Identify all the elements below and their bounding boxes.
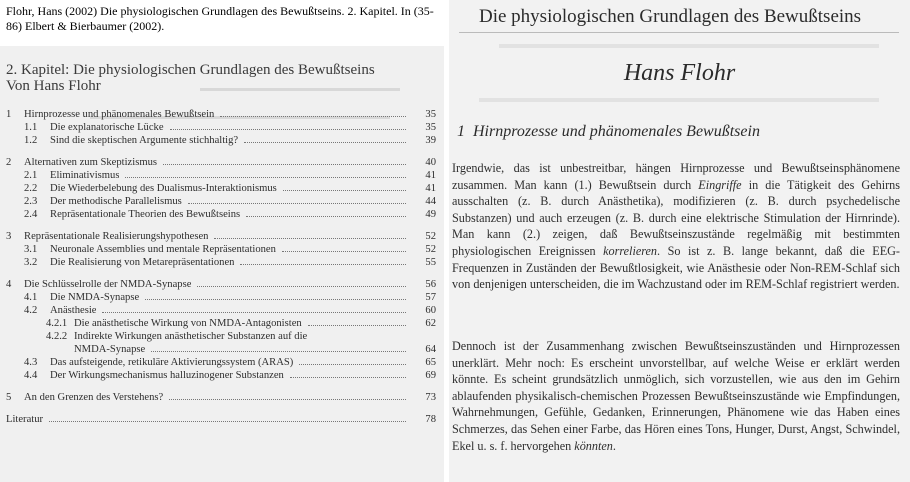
toc-page-number: 60: [425, 305, 436, 316]
toc-page-number: 52: [425, 244, 436, 255]
toc-number: 5: [6, 392, 12, 403]
toc-title: Die NMDA-Synapse: [50, 292, 140, 303]
toc-page-number: 55: [425, 257, 436, 268]
toc-entry: [6, 356, 436, 369]
toc-title: Anästhesie: [50, 305, 97, 316]
author-name: Hans Flohr: [623, 60, 736, 86]
toc-leader: [170, 129, 406, 130]
toc-page-number: 73: [425, 392, 436, 403]
toc-number: 4: [6, 279, 12, 290]
toc-title: An den Grenzen des Verstehens?: [24, 392, 164, 403]
toc-page-number: 56: [425, 279, 436, 290]
toc-number: 2.3: [24, 196, 38, 207]
toc-number: 1.1: [24, 122, 38, 133]
section-number: 1: [457, 123, 465, 140]
toc-heading-author: Von Hans Flohr: [6, 78, 101, 94]
toc-number: 3.2: [24, 257, 38, 268]
bleed-through: [479, 98, 879, 102]
toc-leader: [246, 216, 406, 217]
toc-title: Neuronale Assemblies und mentale Repräsentationen: [50, 244, 276, 255]
toc-number: 1: [6, 109, 12, 120]
toc-page-number: 41: [425, 183, 436, 194]
section-heading: [457, 123, 760, 141]
toc-number: 3: [6, 231, 12, 242]
toc-page-number: 41: [425, 170, 436, 181]
section-title: Hirnprozesse und phänomenales Bewußtsein: [473, 123, 760, 140]
toc-entry: [6, 230, 436, 243]
toc-leader: [102, 312, 406, 313]
toc-leader: [290, 377, 406, 378]
toc-page-number: 64: [425, 344, 436, 355]
toc-entry: [6, 182, 436, 195]
toc-number: 4.2: [24, 305, 38, 316]
toc-page-number: 35: [425, 109, 436, 120]
toc-leader: [163, 164, 406, 165]
toc-entry: [6, 304, 436, 317]
toc-leader: [299, 364, 406, 365]
toc-number: 2: [6, 157, 12, 168]
toc-leader: [145, 299, 406, 300]
toc-number: 4.3: [24, 357, 38, 368]
toc-entry: [6, 391, 436, 404]
toc-number: 2.4: [24, 209, 38, 220]
toc-page-number: 62: [425, 318, 436, 329]
running-title: Die physiologischen Grundlagen des Bewußtseins: [479, 6, 862, 27]
toc-title: Die explanatorische Lücke: [50, 122, 164, 133]
toc-leader: [282, 251, 406, 252]
toc-number: 2.2: [24, 183, 38, 194]
toc-title: Alternativen zum Skeptizismus: [24, 157, 157, 168]
toc-page-number: 78: [425, 414, 436, 425]
toc-number: 2.1: [24, 170, 38, 181]
toc-leader: [125, 177, 406, 178]
toc-entry: [6, 369, 436, 382]
toc-title: Repräsentationale Theorien des Bewußtseins: [50, 209, 241, 220]
header-rule: [459, 32, 899, 33]
emphasis: korrelieren: [603, 243, 658, 258]
toc-leader: [169, 399, 406, 400]
paragraph-2: Dennoch ist der Zusammenhang zwischen Bewußtseinszuständen und Hirnprozessen unerklärt. Mehr noch: Es erscheint unvorstellbar, auf welche Weise er erklärt werden könnte. Es scheint grundsätzlich unmöglich, sich vorzustellen, wie aus den im Gehirn ablaufenden physikalisch-chemischen Prozessen Bewußtseinszustände wie Empfindungen, Wahrnehmungen, Gefühle, Gedanken, Erinnerungen, Phänomene wie das Haben eines Schmerzes, das Sehen einer Farbe, das Hören eines Tons, Hunger, Durst, Angst, Schwindel, Ekel u. s. f. hervorgehen könnten.: [452, 339, 900, 453]
toc-title: Die anästhetische Wirkung von NMDA-Antagonisten: [74, 318, 302, 329]
toc-leader: [220, 116, 406, 117]
toc-page: [0, 0, 444, 482]
toc-title: Der methodische Parallelismus: [50, 196, 182, 207]
toc-title: Indirekte Wirkungen anästhetischer Substanzen auf die: [74, 331, 308, 342]
toc-leader: [308, 325, 406, 326]
toc-title: Die Schlüsselrolle der NMDA-Synapse: [24, 279, 192, 290]
toc-page-number: 40: [425, 157, 436, 168]
toc-title: Der Wirkungsmechanismus halluzinogener Substanzen: [50, 370, 284, 381]
toc-page-number: 57: [425, 292, 436, 303]
paragraph-1: Irgendwie, das ist unbestreitbar, hängen Hirnprozesse und Bewußtseinsphänomene zusammen. Man kann (1.) Bewußtsein durch Eingriffe in die Tätigkeit des Gehirns ausschalten (z. B. durch Anästhetika), modifizieren (z. B. durch psychedelische Substanzen) und auch erzeugen (z. B. durch eine elektrische Stimulation der Hirnrinde). Man kann (2.) zeigen, daß Bewußtseinszustände regelmäßig mit bestimmten physiologischen Ereignissen korrelieren. So ist z. B. lange bekannt, daß die EEG-Frequenzen in Zuständen der Bewußtlosigkeit, wie Anästhesie oder Non-REM-Schlaf sich von denjenigen unterscheiden, die im Wachzustand oder im REM-Schlaf registriert werden.: [452, 161, 901, 292]
emphasis: Eingriffe: [698, 177, 742, 192]
toc-title: Die Realisierung von Metarepräsentationen: [50, 257, 235, 268]
toc-entry: [6, 169, 436, 182]
toc-heading-title: 2. Kapitel: Die physiologischen Grundlagen des Bewußtseins: [6, 62, 375, 78]
toc-title: Sind die skeptischen Argumente stichhaltig?: [50, 135, 239, 146]
toc-title: Das aufsteigende, retikuläre Aktivierungssystem (ARAS): [50, 357, 294, 368]
bleed-through: [499, 44, 879, 48]
toc-entry: [6, 208, 436, 221]
article-page: [449, 0, 910, 482]
toc-entry: [6, 108, 436, 121]
toc-leader: [197, 286, 406, 287]
toc-number: 4.2.2: [46, 331, 68, 342]
toc-heading: [6, 62, 436, 94]
toc-title: Eliminativismus: [50, 170, 120, 181]
toc-title: NMDA-Synapse: [74, 344, 146, 355]
toc-entry: [6, 278, 436, 291]
toc-page-number: 35: [425, 122, 436, 133]
table-of-contents: [6, 108, 436, 426]
toc-title: Hirnprozesse und phänomenales Bewußtsein: [24, 109, 215, 120]
citation: Flohr, Hans (2002) Die physiologischen Grundlagen des Bewußtseins. 2. Kapitel. In (35-86) Elbert & Bierbaumer (2002).: [6, 4, 434, 33]
toc-page-number: 44: [425, 196, 436, 207]
toc-leader: [214, 238, 406, 239]
toc-page-number: 49: [425, 209, 436, 220]
toc-title: Literatur: [6, 414, 44, 425]
toc-entry: [6, 330, 436, 343]
toc-number: 3.1: [24, 244, 38, 255]
toc-leader: [151, 351, 406, 352]
toc-number: 4.2.1: [46, 318, 68, 329]
toc-leader: [240, 264, 406, 265]
toc-page-number: 39: [425, 135, 436, 146]
toc-entry: [6, 413, 436, 426]
toc-page-number: 65: [425, 357, 436, 368]
toc-entry: [6, 317, 436, 330]
toc-entry: [6, 121, 436, 134]
toc-entry: [6, 343, 436, 356]
toc-entry: [6, 156, 436, 169]
toc-number: 4.4: [24, 370, 38, 381]
toc-entry: [6, 243, 436, 256]
toc-page-number: 69: [425, 370, 436, 381]
toc-number: 1.2: [24, 135, 38, 146]
toc-leader: [188, 203, 406, 204]
toc-title: Die Wiederbelebung des Dualismus-Interaktionismus: [50, 183, 277, 194]
toc-entry: [6, 195, 436, 208]
toc-page-number: 52: [425, 231, 436, 242]
toc-entry: [6, 256, 436, 269]
toc-number: 4.1: [24, 292, 38, 303]
toc-leader: [283, 190, 406, 191]
toc-leader: [49, 421, 406, 422]
toc-entry: [6, 134, 436, 147]
toc-leader: [244, 142, 406, 143]
toc-title: Repräsentationale Realisierungshypothesen: [24, 231, 209, 242]
emphasis: könnten: [574, 438, 613, 453]
toc-entry: [6, 291, 436, 304]
